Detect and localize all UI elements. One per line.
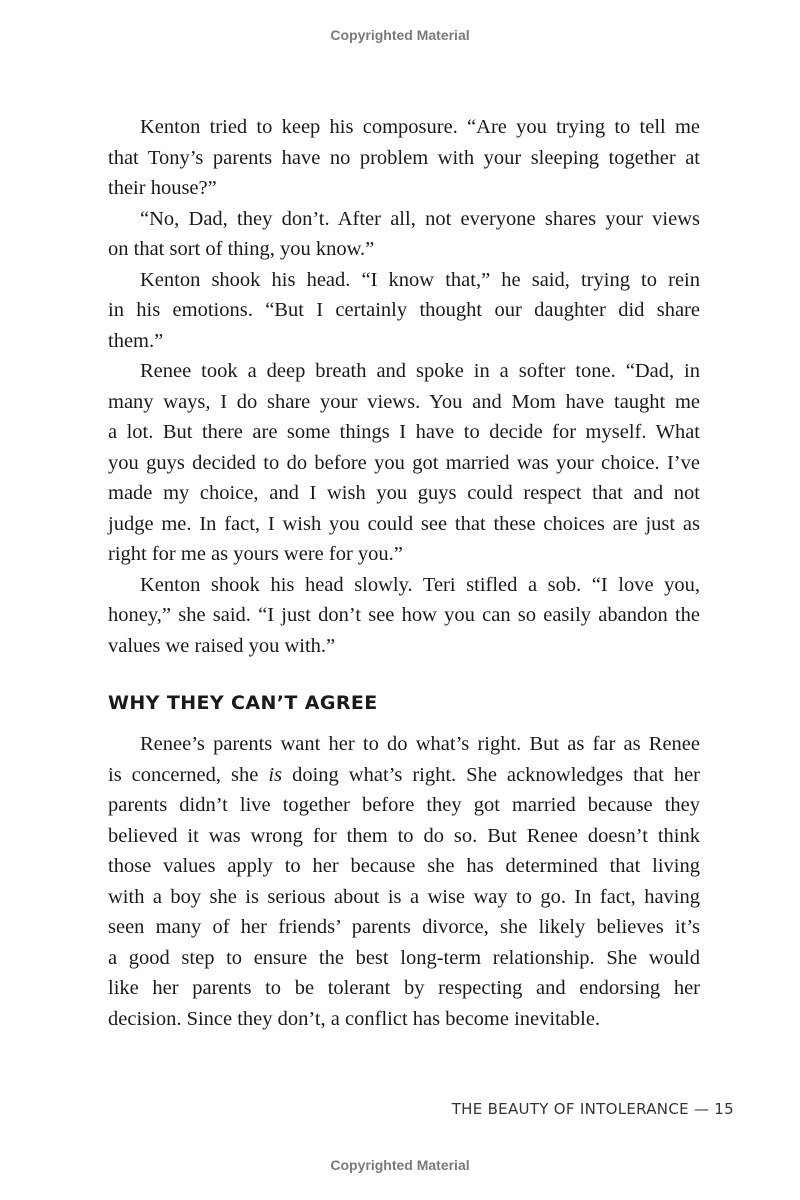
- text-line: Renee took a deep breath and spoke in a softer tone. “Dad, in: [140, 360, 700, 382]
- dialogue-section: [108, 112, 700, 661]
- text-line: a good step to ensure the best long-term relationship. She would: [108, 946, 700, 969]
- emphasis-text: is: [268, 763, 283, 786]
- text-line: [108, 760, 700, 791]
- copyright-watermark-top: Copyrighted Material: [330, 27, 470, 43]
- text-line: “No, Dad, they don’t. After all, not everyone shares your views: [140, 207, 700, 230]
- text-line: a lot. But there are some things I have to decide for myself. What: [108, 421, 700, 443]
- text-line: judge me. In fact, I wish you could see that these choices are just as: [108, 512, 700, 535]
- text-line: values we raised you with.”: [108, 634, 336, 657]
- text-fragment: doing what’s right. She acknowledges that her: [282, 763, 700, 786]
- text-line: made my choice, and I wish you guys could respect that and not: [108, 482, 700, 504]
- text-line: decision. Since they don’t, a conflict has become inevitable.: [108, 1007, 601, 1030]
- section-heading: WHY THEY CAN’T AGREE: [108, 692, 378, 714]
- analysis-section: [108, 729, 700, 1034]
- text-line: their house?”: [108, 177, 217, 199]
- text-line: on that sort of thing, you know.”: [108, 238, 375, 260]
- text-line: in his emotions. “But I certainly thought our daughter did share: [108, 299, 700, 321]
- text-line: Renee’s parents want her to do what’s right. But as far as Renee: [140, 733, 700, 755]
- text-line: Kenton shook his head. “I know that,” he said, trying to rein: [140, 268, 700, 291]
- copyright-watermark-bottom: Copyrighted Material: [330, 1157, 470, 1173]
- text-line: right for me as yours were for you.”: [108, 543, 403, 565]
- text-line: many ways, I do share your views. You and Mom have taught me: [108, 390, 700, 413]
- text-line: like her parents to be tolerant by respecting and endorsing her: [108, 977, 700, 999]
- text-line: that Tony’s parents have no problem with your sleeping together at: [108, 146, 700, 169]
- text-line: those values apply to her because she has determined that living: [108, 855, 700, 877]
- text-line: Kenton shook his head slowly. Teri stifled a sob. “I love you,: [140, 573, 700, 596]
- text-fragment: is concerned, she: [108, 763, 269, 786]
- text-line: believed it was wrong for them to do so. But Renee doesn’t think: [108, 824, 700, 847]
- text-line: them.”: [108, 329, 164, 352]
- text-line: parents didn’t live together before they got married because they: [108, 794, 700, 816]
- text-line: with a boy she is serious about is a wise way to go. In fact, having: [108, 885, 700, 908]
- running-footer: THE BEAUTY OF INTOLERANCE — 15: [451, 1100, 734, 1118]
- text-line: Kenton tried to keep his composure. “Are you trying to tell me: [140, 116, 700, 138]
- text-line: you guys decided to do before you got married was your choice. I’ve: [108, 451, 700, 474]
- text-line: honey,” she said. “I just don’t see how you can so easily abandon the: [108, 604, 700, 626]
- text-line: seen many of her friends’ parents divorce, she likely believes it’s: [108, 916, 700, 938]
